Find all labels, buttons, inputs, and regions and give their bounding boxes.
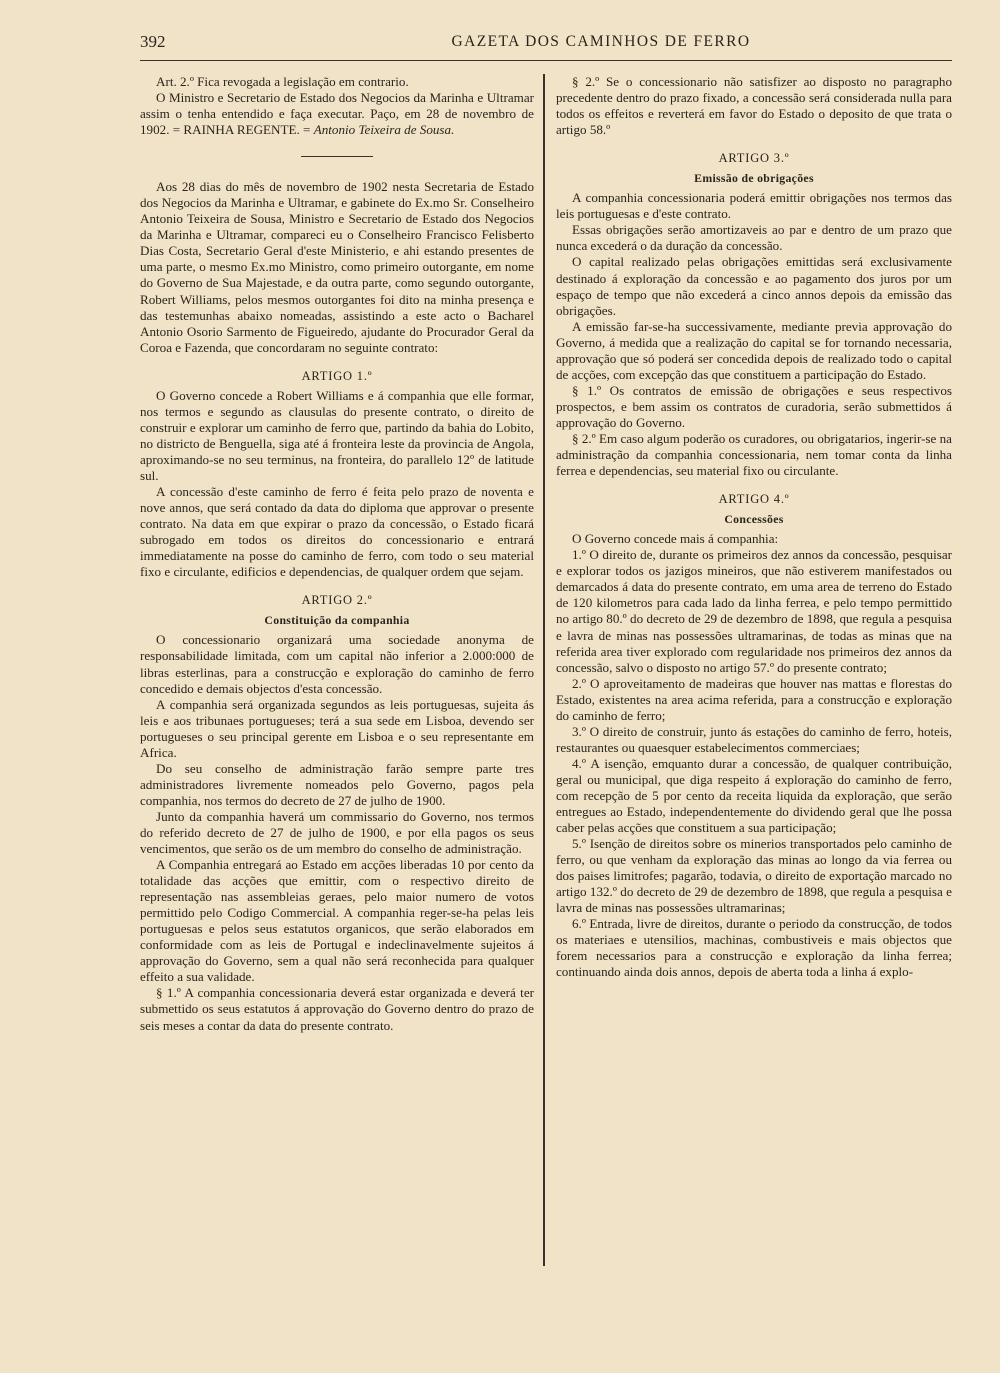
article-subheading: Emissão de obrigações <box>694 171 814 186</box>
paragraph: O capital realizado pelas obrigações emittidas será exclusivamente destinado á exploração da concessão e ao pagamento dos juros por um espaço de tempo que não excederá a cinco annos depois da emissão das obrigações. <box>556 254 952 318</box>
paragraph: A companhia concessionaria poderá emittir obrigações nos termos das leis portuguesas e d'este contrato. <box>556 190 952 222</box>
paragraph: A emissão far-se-ha successivamente, mediante previa approvação do Governo, á medida que a realização do capital se for tornando necessaria, approvação que só poderá ser concedida depois de realizado todo o capital de acções, com excepção das que constituem a participação do Estado. <box>556 318 952 382</box>
decree-text: O Ministro e Secretario de Estado dos Negocios da Marinha e Ultramar assim o tenha entendido e faça executar. Paço, em 28 de novembro de 1902. = RAINHA REGENTE. = <box>140 90 534 138</box>
paragraph: 1.º O direito de, durante os primeiros dez annos da concessão, pesquisar e explorar todos os jazigos mineiros, que não estiverem manifestados ou demarcados á data do presente contrato, em uma area de terreno do Estado de 120 kilometros para cada lado da linha ferrea, e pelo tempo permittido no artigo 80.º do decreto de 29 de dezembro de 1898, que regula a pesquisa e lavra de minas nas possessões ultramarinas, de todas as minas que na referida area tiver explorado com regularidade nos primeiros dez annos da concessão, salvo o disposto no artigo 57.º do presente contrato; <box>556 547 952 675</box>
separator <box>301 156 373 157</box>
article-heading: ARTIGO 4.º <box>718 492 790 507</box>
paragraph: 6.º Entrada, livre de direitos, durante o periodo da construcção, de todos os materiaes e utensilios, machinas, combustiveis e mais objectos que forem necessarios para a construcção e exploração da linha ferrea; continuando ainda dois annos, depois de aberta toda a linha á explo- <box>556 916 952 980</box>
paragraph: § 1.º A companhia concessionaria deverá estar organizada e deverá ter submettido os seus estatutos á approvação do Governo dentro do prazo de seis meses a contar da data do presente contrato. <box>140 985 534 1033</box>
paragraph: A companhia será organizada segundos as leis portuguesas, sujeita ás leis e aos tribunaes portugueses; terá a sua sede em Lisboa, devendo ser portugueses o seu principal gerente em Lisboa e o seu representante em Africa. <box>140 696 534 760</box>
page-number: 392 <box>140 32 166 51</box>
left-column <box>140 74 534 1034</box>
paragraph: Essas obrigações serão amortizaveis ao par e dentro de um prazo que nunca excederá o da duração da concessão. <box>556 222 952 254</box>
running-title: GAZETA DOS CAMINHOS DE FERRO <box>451 33 751 50</box>
paragraph: 4.º A isenção, emquanto durar a concessão, de qualquer contribuição, geral ou municipal, que diga respeito á exploração do caminho de ferro, com recepção de 5 por cento da receita liquida da exploração, que serão entregues ao Estado, independentemente do dividendo geral que lhe possa caber pelas acções que constituem a sua participação; <box>556 755 952 836</box>
paragraph: O Governo concede a Robert Williams e á companhia que elle formar, nos termos e segundo as clausulas do presente contrato, o direito de construir e explorar um caminho de ferro que, partindo da bahia do Lobito, no districto de Benguella, siga até á fronteira leste da provincia de Angola, aproximando-se no seu terminus, na fronteira, do parallelo 12º de latitude sul. <box>140 387 534 483</box>
paragraph: Do seu conselho de administração farão sempre parte tres administradores livremente nomeados pelo Governo, pagos pela companhia, nos termos do decreto de 27 de julho de 1900. <box>140 760 534 808</box>
article-heading: ARTIGO 1.º <box>301 368 373 383</box>
paragraph: Art. 2.º Fica revogada a legislação em contrario. <box>156 74 409 89</box>
paragraph: O Governo concede mais á companhia: <box>572 531 779 547</box>
paragraph: A Companhia entregará ao Estado em acções liberadas 10 por cento da totalidade das acções que emittir, com o respectivo direito de representação nas assembleias geraes, pelo maior numero de votos permittido pelo Codigo Commercial. A companhia reger-se-ha pelas leis portuguesas e pelos seus estatutos organicos, que serão elaborados em conformidade com as leis de Portugal e indeclinavelmente sujeitos á approvação do Governo, sem a qual não será reconhecida para qualquer effeito a sua validade. <box>140 857 534 985</box>
article-heading: ARTIGO 2.º <box>301 593 373 608</box>
paragraph: § 2.º Se o concessionario não satisfizer ao disposto no paragrapho precedente dentro do prazo fixado, a concessão será considerada nulla para todos os effeitos e reverterá em favor do Estado o deposito de que trata o artigo 58.º <box>556 74 952 138</box>
article-heading: ARTIGO 3.º <box>718 151 790 166</box>
paragraph <box>140 90 534 138</box>
paragraph: 2.º O aproveitamento de madeiras que houver nas mattas e florestas do Estado, existentes na area acima referida, para a construcção e exploração do caminho de ferro; <box>556 675 952 723</box>
paragraph: Junto da companhia haverá um commissario do Governo, nos termos do referido decreto de 27 de julho de 1900, e por ella pagos os seus vencimentos, que serão os de um membro do conselho de administração. <box>140 808 534 857</box>
signature: Antonio Teixeira de Sousa. <box>313 122 455 138</box>
column-divider <box>543 74 545 1266</box>
paragraph: O concessionario organizará uma sociedade anonyma de responsabilidade limitada, com um capital não inferior a 2.000:000 de libras esterlinas, para a construcção e exploração do caminho de ferro concedido e demais objectos d'esta concessão. <box>140 632 534 696</box>
article-subheading: Concessões <box>724 512 784 527</box>
paragraph: § 1.º Os contratos de emissão de obrigações e seus respectivos prospectos, e bem assim os contratos de curadoria, serão submettidos á approvação do Governo. <box>556 382 952 430</box>
paragraph: 5.º Isenção de direitos sobre os minerios transportados pelo caminho de ferro, ou que venham da exploração das minas ao longo da via ferrea ou dos paises limitrofes; pagarão, todavia, o direito de exportação marcado no artigo 132.º do decreto de 29 de dezembro de 1898, que regula a pesquisa e lavra de minas nas possessões ultramarinas; <box>556 836 952 916</box>
paragraph: 3.º O direito de construir, junto ás estações do caminho de ferro, hoteis, restaurantes ou quaesquer estabelecimentos commerciaes; <box>556 723 952 755</box>
paragraph: § 2.º Em caso algum poderão os curadores, ou obrigatarios, ingerir-se na administração da companhia concessionaria, nem tomar conta da linha ferrea e dependencias, seu material fixo ou circulante. <box>556 430 952 479</box>
paragraph: A concessão d'este caminho de ferro é feita pelo prazo de noventa e nove annos, que será contado da data do diploma que approvar o presente contrato. Na data em que expirar o prazo da concessão, o Estado ficará subrogado em todos os direitos do concessionario e entrará immediatamente na posse do caminho de ferro, com todo o seu material fixo e circulante, edificios e dependencias, de qualquer ordem que sejam. <box>140 484 534 580</box>
paragraph: Aos 28 dias do mês de novembro de 1902 nesta Secretaria de Estado dos Negocios da Marinha e Ultramar, e gabinete do Ex.mo Sr. Conselheiro Antonio Teixeira de Sousa, Ministro e Secretario de Estado dos Negocios da Marinha e Ultramar, compareci eu o Conselheiro Francisco Felisberto Dias Costa, Secretario Geral d'este Ministerio, e ahi estando presentes de uma parte, o mesmo Ex.mo Ministro, como primeiro outorgante, em nome do Governo de Sua Majestade, e da outra parte, como segundo outorgante, Robert Williams, pelos mesmos outorgantes foi dito na minha presença e das testemunhas abaixo nomeadas, assistindo a este acto o Bacharel Antonio Osorio Sarmento de Figueiredo, ajudante do Procurador Geral da Coroa e Fazenda, que concordaram no seguinte contrato: <box>140 179 534 355</box>
page-header <box>140 30 952 61</box>
article-subheading: Constituição da companhia <box>264 613 410 628</box>
right-column <box>556 74 952 981</box>
